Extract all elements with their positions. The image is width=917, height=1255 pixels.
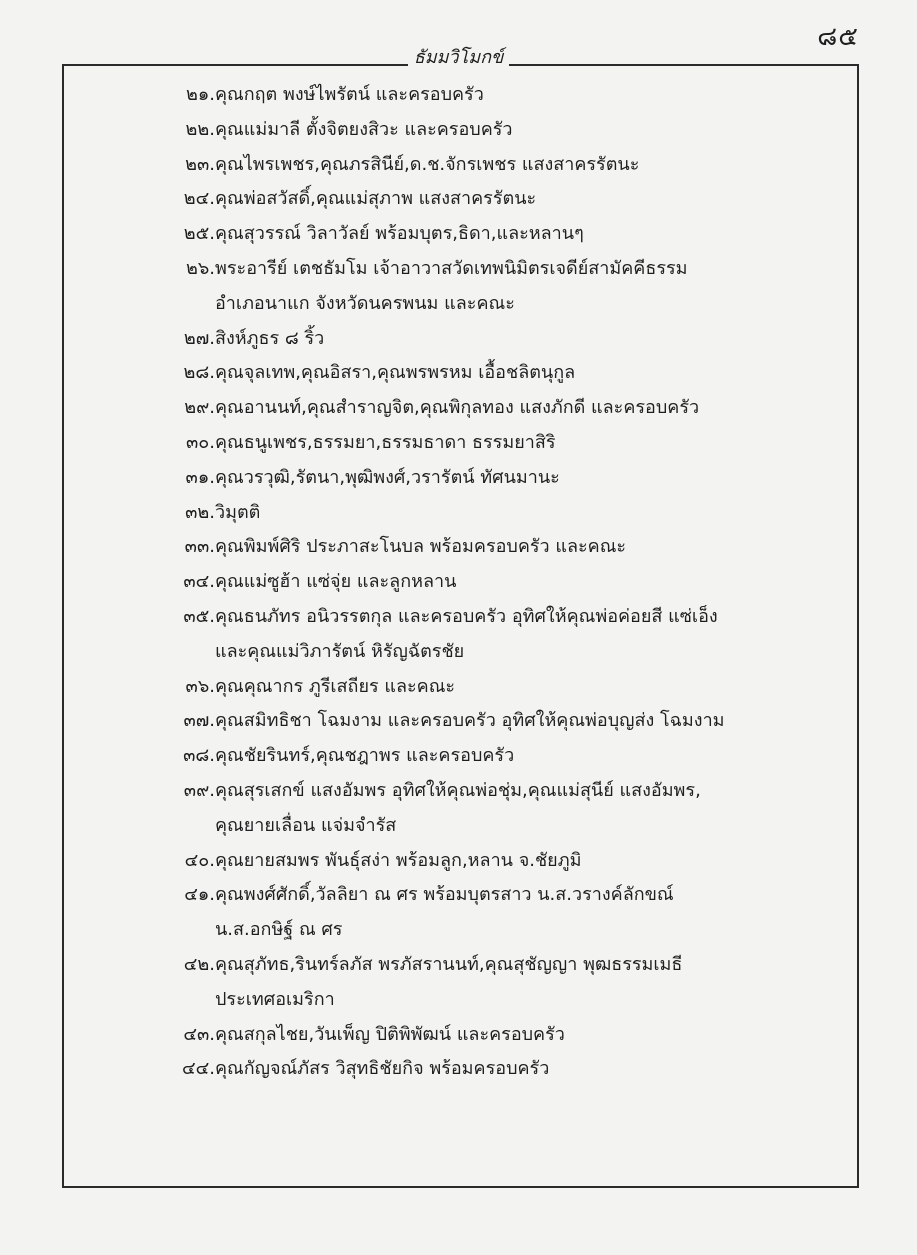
list-item [0,704,917,739]
list-item-number: ๔๒. [183,953,215,975]
list-item [0,322,917,357]
list-item-text: คุณธนภัทร อนิวรรตกุล และครอบครัว อุทิศให้คุณพ่อค่อยสี แซ่เอ็ง [215,605,718,627]
list-item [0,600,917,670]
list-item [0,182,917,217]
list-item-text: คุณวรวุฒิ,รัตนา,พุฒิพงศ์,วรารัตน์ ทัศนมานะ [215,466,560,488]
list-item [0,530,917,565]
list-item [0,461,917,496]
list-item-text: พระอารีย์ เตชธัมโม เจ้าอาวาสวัดเทพนิมิตรเจดีย์สามัคคีธรรม [215,257,688,279]
list-item-text: คุณธนูเพชร,ธรรมยา,ธรรมธาดา ธรรมยาสิริ [215,431,556,453]
running-header-text: ธัมมวิโมกข์ [408,47,510,68]
list-item-text: คุณไพรเพชร,คุณภรสินีย์,ด.ช.จักรเพชร แสงสาครรัตนะ [215,153,640,175]
list-item [0,113,917,148]
list-item [0,252,917,322]
list-item [0,78,917,113]
list-item [0,217,917,252]
list-item [0,426,917,461]
list-item-text: และคุณแม่วิภารัตน์ หิรัญฉัตรชัย [215,640,465,662]
list-item-text: คุณสุวรรณ์ วิลาวัลย์ พร้อมบุตร,ธิดา,และหลานๆ [215,223,584,245]
list-item-number: ๒๘. [183,362,215,384]
list-item-text: น.ส.อกษิฐ์ ณ ศร [215,919,343,941]
list-item-number: ๓๖. [185,675,215,697]
page-number: ๘๕ [817,22,859,52]
list-item-number: ๒๔. [183,188,215,210]
list-item [0,774,917,844]
list-item-text: คุณกัญจณ์ภัสร วิสุทธิชัยกิจ พร้อมครอบครัว [215,1058,550,1080]
list-item-text: คุณแม่ซูฮ้า แซ่จุ่ย และลูกหลาน [215,571,457,593]
list-item-text: คุณพิมพ์ศิริ ประภาสะโนบล พร้อมครอบครัว และคณะ [215,536,627,558]
list-item-number: ๓๓. [184,536,215,558]
list-item [0,565,917,600]
list-item-number: ๒๒. [185,118,215,140]
list-item-text: คุณยายสมพร พันธุ์สง่า พร้อมลูก,หลาน จ.ชัยภูมิ [215,849,582,871]
list-item-text: อำเภอนาแก จังหวัดนครพนม และคณะ [215,292,515,314]
list-item-number: ๒๕. [183,223,215,245]
list-item [0,844,917,879]
list-item-number: ๓๔. [183,571,215,593]
donor-list [0,78,917,1087]
list-item [0,739,917,774]
list-item [0,391,917,426]
list-item-number: ๓๐. [185,431,215,453]
list-item-text: คุณสุรเสกข์ แสงอัมพร อุทิศให้คุณพ่อชุ่ม,คุณแม่สุนีย์ แสงอัมพร, [215,779,701,801]
list-item-number: ๓๘. [183,745,215,767]
list-item [0,1018,917,1053]
list-item [0,496,917,531]
list-item-text: คุณอานนท์,คุณสำราญจิต,คุณพิกุลทอง แสงภักดี และครอบครัว [215,397,700,419]
list-item-text: คุณแม่มาลี ตั้งจิตยงสิวะ และครอบครัว [215,118,513,140]
list-item-number: ๓๕. [183,605,215,627]
list-item-number: ๒๗. [183,327,215,349]
list-item-number: ๓๙. [183,779,215,801]
list-item-number: ๔๑. [184,884,215,906]
list-item [0,670,917,705]
list-item-text: คุณพงศ์ศักดิ์,วัลลิยา ณ ศร พร้อมบุตรสาว น.ส.วรางค์ลักขณ์ [215,884,674,906]
list-item-text: วิมุตติ [215,501,261,523]
list-item-text: คุณกฤต พงษ์ไพรัตน์ และครอบครัว [215,84,484,105]
list-item-text: สิงห์ภูธร ๘ ริ้ว [215,327,325,349]
list-item-text: คุณพ่อสวัสดิ์,คุณแม่สุภาพ แสงสาครรัตนะ [215,188,537,210]
list-item-text: ประเทศอเมริกา [215,988,335,1010]
list-item-text: คุณสมิทธิชา โฉมงาม และครอบครัว อุทิศให้คุณพ่อบุญส่ง โฉมงาม [215,710,725,732]
list-item-text: คุณจุลเทพ,คุณอิสรา,คุณพรพรหม เอื้อชลิตนุกูล [215,362,576,384]
list-item-number: ๔๓. [183,1023,215,1045]
list-item-number: ๔๔. [182,1058,215,1080]
list-item-text: คุณคุณากร ภูรีเสถียร และคณะ [215,675,456,697]
list-item-number: ๓๒. [185,501,215,523]
list-item-number: ๒๑. [185,84,215,105]
list-item [0,948,917,1018]
list-item-number: ๒๓. [185,153,215,175]
list-item-text: คุณยายเลื่อน แจ่มจำรัส [215,814,397,836]
list-item [0,356,917,391]
list-item [0,878,917,948]
list-item-text: คุณชัยรินทร์,คุณชฎาพร และครอบครัว [215,745,515,767]
list-item-number: ๒๖. [185,257,215,279]
list-item-number: ๒๙. [184,397,215,419]
list-item-text: คุณสุภัทธ,รินทร์ลภัส พรภัสรานนท์,คุณสุชัญญา พุฒธรรมเมธี [215,953,683,975]
list-item-number: ๓๗. [183,710,215,732]
list-item [0,1052,917,1087]
running-header [0,46,917,70]
list-item-number: ๓๑. [185,466,215,488]
list-item [0,148,917,183]
list-item-text: คุณสกุลไชย,วันเพ็ญ ปิติพิพัฒน์ และครอบครัว [215,1023,565,1045]
list-item-number: ๔๐. [184,849,215,871]
